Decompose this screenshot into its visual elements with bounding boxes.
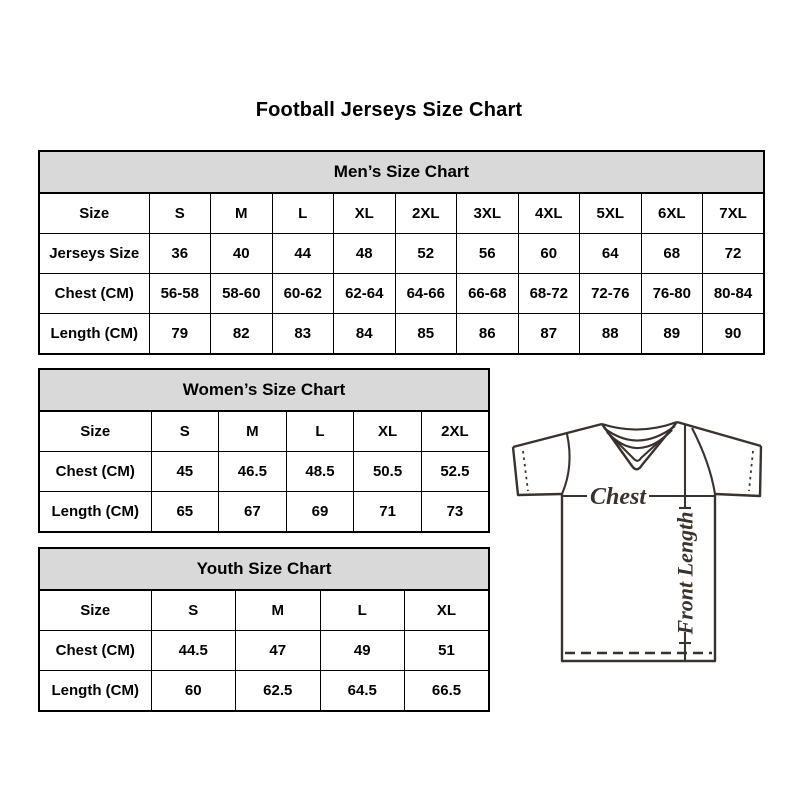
cell: 65 — [151, 492, 219, 533]
row-label: Length (CM) — [39, 314, 149, 355]
cell: 60 — [518, 234, 580, 274]
table-row — [39, 411, 489, 452]
column-header: M — [219, 411, 287, 452]
row-label: Size — [39, 411, 151, 452]
column-header: L — [320, 590, 405, 631]
cell: 76-80 — [641, 274, 703, 314]
cell: 52.5 — [421, 452, 489, 492]
cell: 48.5 — [286, 452, 354, 492]
table-row — [39, 234, 764, 274]
cell: 87 — [518, 314, 580, 355]
left-sleeve-outline — [513, 447, 562, 495]
cell: 36 — [149, 234, 211, 274]
row-label: Chest (CM) — [39, 452, 151, 492]
cell: 73 — [421, 492, 489, 533]
youth-size-chart-table — [38, 547, 490, 712]
column-header: 7XL — [703, 193, 765, 234]
row-label: Jerseys Size — [39, 234, 149, 274]
cell: 62-64 — [334, 274, 396, 314]
womens-size-chart-table — [38, 368, 490, 533]
right-armhole-seam — [692, 428, 715, 494]
cell: 88 — [580, 314, 642, 355]
left-armhole-seam — [562, 434, 570, 494]
jersey-icon — [503, 410, 778, 670]
womens-table-caption: Women’s Size Chart — [39, 369, 489, 411]
mens-table-caption: Men’s Size Chart — [39, 151, 764, 193]
cell: 82 — [211, 314, 273, 355]
row-label: Length (CM) — [39, 671, 151, 712]
column-header: 4XL — [518, 193, 580, 234]
column-header: 2XL — [395, 193, 457, 234]
column-header: L — [272, 193, 334, 234]
cell: 86 — [457, 314, 519, 355]
column-header: XL — [354, 411, 422, 452]
mens-size-chart-table — [38, 150, 765, 355]
cell: 64.5 — [320, 671, 405, 712]
row-label: Chest (CM) — [39, 274, 149, 314]
right-cuff-stitch-dotted-line — [749, 451, 753, 491]
cell: 89 — [641, 314, 703, 355]
cell: 48 — [334, 234, 396, 274]
cell: 68 — [641, 234, 703, 274]
column-header: XL — [334, 193, 396, 234]
cell: 68-72 — [518, 274, 580, 314]
row-label: Length (CM) — [39, 492, 151, 533]
table-row — [39, 590, 489, 631]
cell: 60-62 — [272, 274, 334, 314]
table-row — [39, 671, 489, 712]
column-header: XL — [405, 590, 490, 631]
table-row — [39, 452, 489, 492]
youth-table-caption: Youth Size Chart — [39, 548, 489, 590]
cell: 66-68 — [457, 274, 519, 314]
table-row — [39, 314, 764, 355]
column-header: L — [286, 411, 354, 452]
cell: 60 — [151, 671, 236, 712]
cell: 64 — [580, 234, 642, 274]
cell: 58-60 — [211, 274, 273, 314]
cell: 52 — [395, 234, 457, 274]
column-header: S — [151, 590, 236, 631]
cell: 90 — [703, 314, 765, 355]
cell: 79 — [149, 314, 211, 355]
cell: 44 — [272, 234, 334, 274]
cell: 62.5 — [236, 671, 321, 712]
cell: 64-66 — [395, 274, 457, 314]
cell: 44.5 — [151, 631, 236, 671]
table-row — [39, 492, 489, 533]
row-label: Size — [39, 193, 149, 234]
left-cuff-stitch-dotted-line — [523, 451, 528, 491]
cell: 66.5 — [405, 671, 490, 712]
column-header: S — [149, 193, 211, 234]
front-length-label: Front Length — [672, 511, 698, 635]
cell: 71 — [354, 492, 422, 533]
column-header: S — [151, 411, 219, 452]
cell: 84 — [334, 314, 396, 355]
cell: 56 — [457, 234, 519, 274]
cell: 67 — [219, 492, 287, 533]
right-sleeve-outline — [715, 446, 761, 496]
table-row — [39, 274, 764, 314]
collar-back-line — [602, 422, 677, 430]
cell: 45 — [151, 452, 219, 492]
cell: 46.5 — [219, 452, 287, 492]
chest-label: Chest — [589, 484, 647, 510]
table-row — [39, 631, 489, 671]
cell: 56-58 — [149, 274, 211, 314]
cell: 40 — [211, 234, 273, 274]
column-header: M — [236, 590, 321, 631]
cell: 80-84 — [703, 274, 765, 314]
row-label: Size — [39, 590, 151, 631]
cell: 47 — [236, 631, 321, 671]
table-row — [39, 193, 764, 234]
left-shoulder-line — [513, 424, 602, 447]
column-header: 2XL — [421, 411, 489, 452]
cell: 50.5 — [354, 452, 422, 492]
cell: 49 — [320, 631, 405, 671]
cell: 72-76 — [580, 274, 642, 314]
jersey-measurement-diagram — [503, 410, 778, 670]
cell: 83 — [272, 314, 334, 355]
cell: 85 — [395, 314, 457, 355]
cell: 72 — [703, 234, 765, 274]
column-header: M — [211, 193, 273, 234]
cell: 69 — [286, 492, 354, 533]
column-header: 6XL — [641, 193, 703, 234]
right-shoulder-line — [677, 422, 761, 446]
page-title: Football Jerseys Size Chart — [255, 99, 523, 121]
cell: 51 — [405, 631, 490, 671]
column-header: 3XL — [457, 193, 519, 234]
column-header: 5XL — [580, 193, 642, 234]
row-label: Chest (CM) — [39, 631, 151, 671]
